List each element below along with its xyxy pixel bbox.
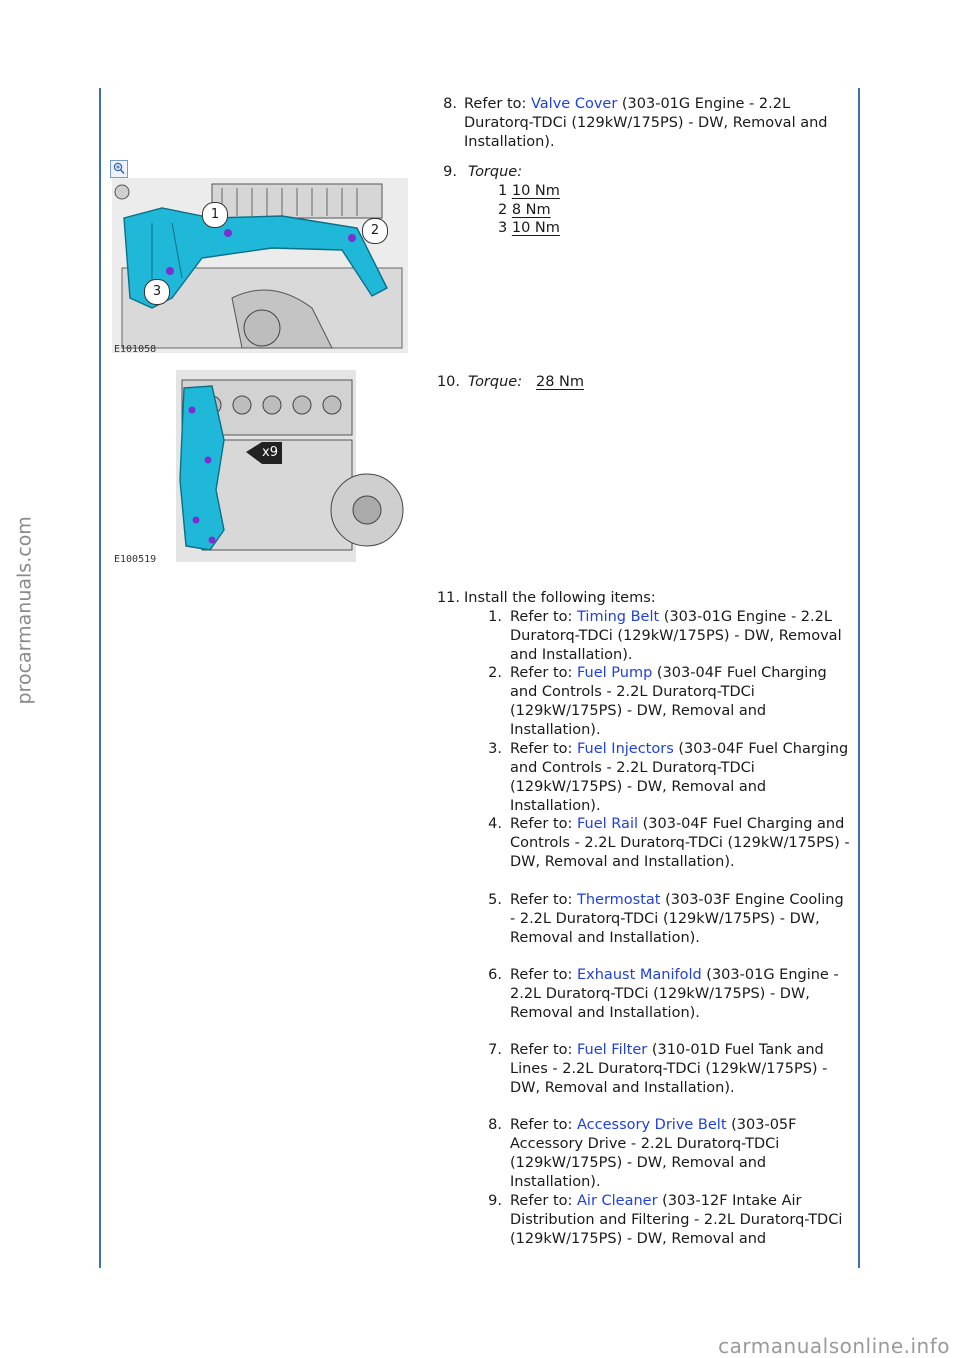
bottom-watermark: carmanualsonline.info (718, 1334, 950, 1358)
callout-3: 3 (144, 279, 170, 305)
air-cleaner-link[interactable]: Air Cleaner (577, 1193, 658, 1209)
fuel-filter-link[interactable]: Fuel Filter (577, 1042, 648, 1058)
exhaust-manifold-link[interactable]: Exhaust Manifold (577, 967, 702, 983)
step-9-label: Torque: (468, 164, 523, 180)
step-8-number: 8. (443, 96, 457, 112)
step-11-intro: Install the following items: (464, 590, 656, 606)
callout-x9: x9 (262, 445, 278, 460)
step-10-number: 10. (436, 374, 460, 390)
figure-e101058 (112, 178, 408, 353)
left-rule (99, 88, 101, 1268)
figure-e100519 (112, 370, 408, 562)
timing-belt-link[interactable]: Timing Belt (577, 609, 660, 625)
fuel-injectors-link[interactable]: Fuel Injectors (577, 741, 674, 757)
thermostat-link[interactable]: Thermostat (577, 892, 661, 908)
figure-label: E101058 (114, 344, 157, 353)
fuel-pump-link[interactable]: Fuel Pump (577, 665, 653, 681)
engine-top-illustration (112, 178, 408, 353)
step-10-torque: 28 Nm (536, 374, 585, 390)
step-11-number: 11. (436, 590, 460, 606)
figure-label: E100519 (114, 554, 157, 562)
right-rule (858, 88, 860, 1268)
step-9-number: 9. (443, 164, 457, 180)
torque-item-1: 1 10 Nm (498, 183, 560, 199)
callout-2: 2 (362, 218, 388, 244)
torque-item-2: 2 8 Nm (498, 202, 551, 218)
valve-cover-link[interactable]: Valve Cover (531, 96, 618, 112)
step-10-label: Torque: (468, 374, 523, 390)
step-8-text: Refer to: Valve Cover (303-01G Engine - 2.2L Duratorq-TDCi (129kW/175PS) - DW, Removal and Installation). (464, 96, 828, 150)
zoom-icon[interactable] (110, 160, 128, 178)
torque-item-3: 3 10 Nm (498, 220, 560, 236)
side-watermark: procarmanuals.com (13, 516, 36, 705)
accessory-drive-belt-link[interactable]: Accessory Drive Belt (577, 1117, 727, 1133)
fuel-rail-link[interactable]: Fuel Rail (577, 816, 638, 832)
engine-side-illustration (112, 370, 408, 562)
callout-1: 1 (202, 202, 228, 228)
